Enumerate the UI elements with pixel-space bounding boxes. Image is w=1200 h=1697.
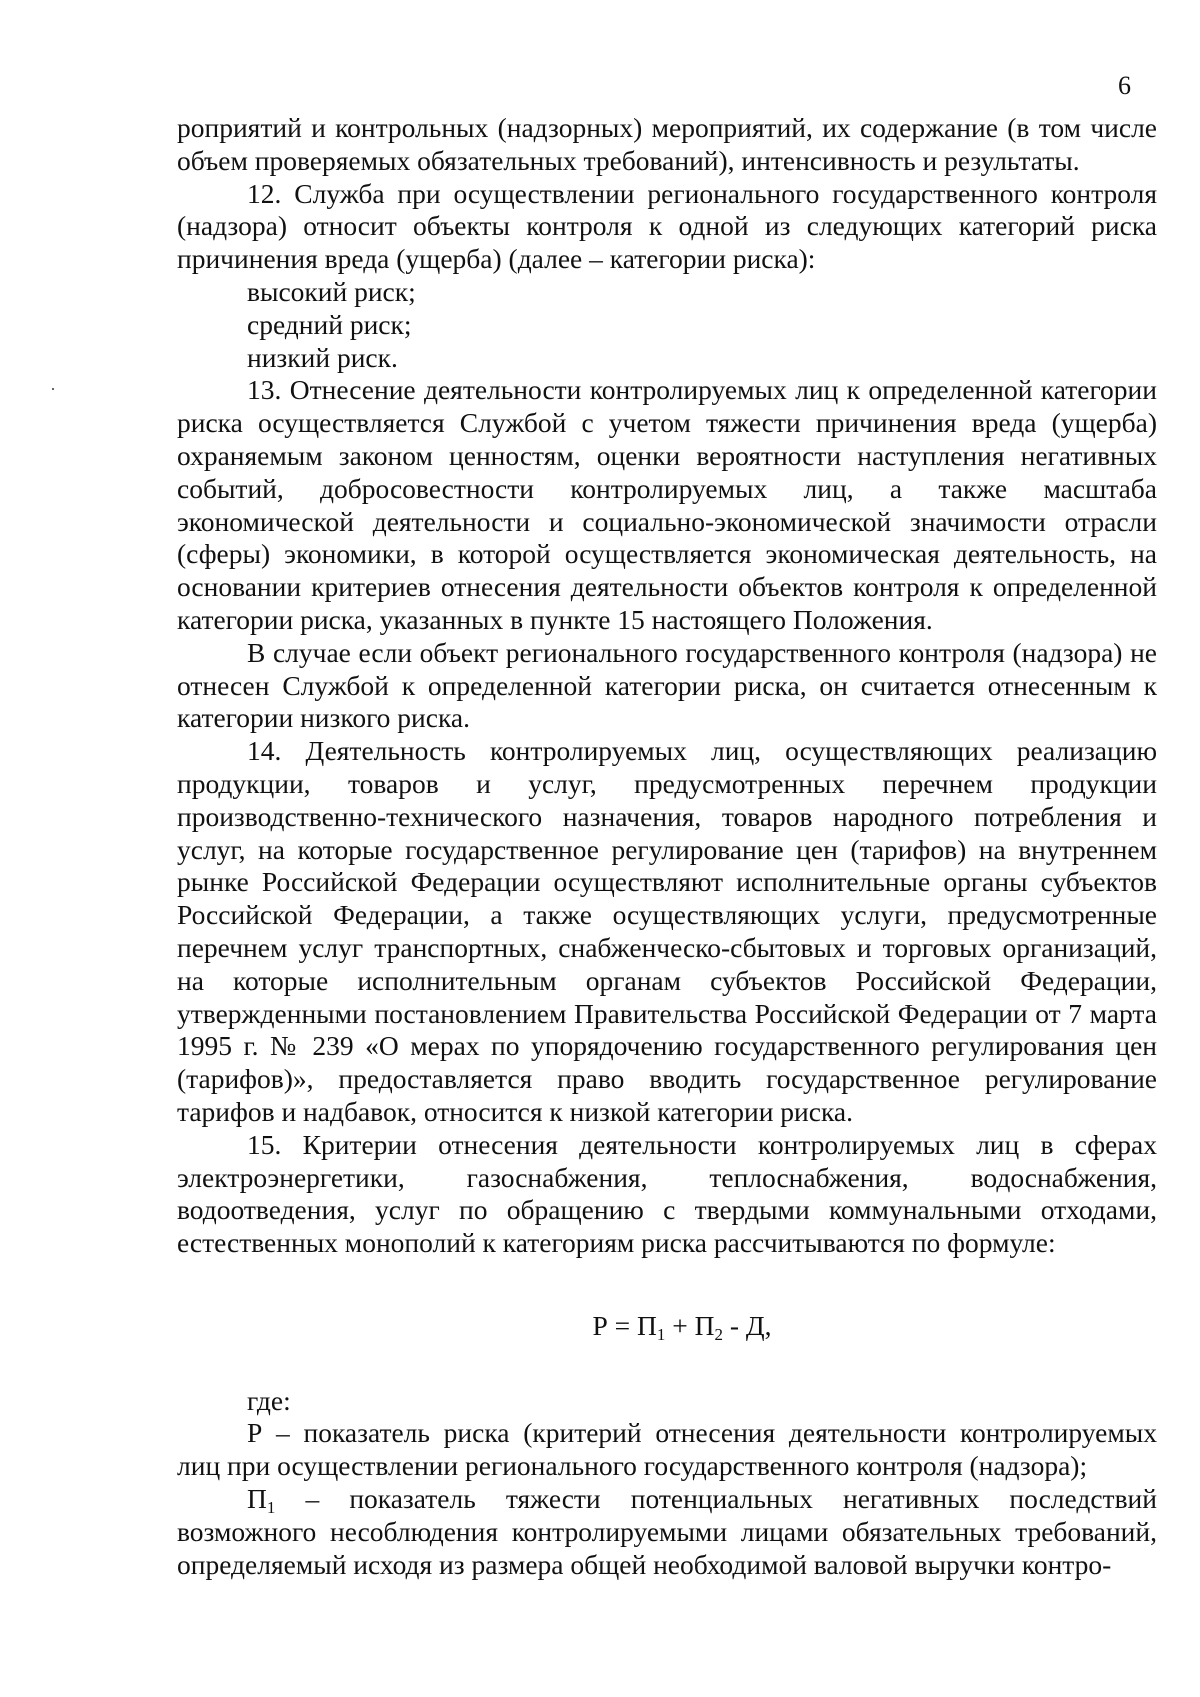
paragraph-14: 14. Деятельность контролируемых лиц, осуществляющих реализацию продукции, товаров и услуг, предусмотренных перечнем продукции производственно-технического назначения, товаров народного потребления и услуг, на которые государственное регулирование цен (тарифов) на внутреннем рынке Российской Федерации осуществляют исполнительные органы субъектов Российской Федерации, а также осуществляющих услуги, предусмотренные перечнем услуг транспортных, снабженческо-сбытовых и торговых организаций, на которые исполнительным органам субъектов Российской Федерации, утвержденными постановлением Правительства Российской Федерации от 7 марта 1995 г. № 239 «О мерах по упорядочению государственного регулирования цен (тарифов)», предоставляется право вводить государственное регулирование тарифов и надбавок, относится к низкой категории риска. — [177, 735, 1157, 1127]
paragraph-13: 13. Отнесение деятельности контролируемых лиц к определенной категории риска осуществляется Службой с учетом тяжести причинения вреда (ущерба) охраняемым законом ценностям, оценки вероятности наступления негативных событий, добросовестности контролируемых лиц, а также масштаба экономической деятельности и социально-экономической значимости отрасли (сферы) экономики, в которой осуществляется экономическая деятельность, на основании критериев отнесения деятельности объектов контроля к определенной категории риска, указанных в пункте 15 настоящего Положения. — [177, 374, 1157, 635]
body-text — [177, 112, 1157, 1581]
definition-p1-sub: 1 — [266, 1498, 276, 1518]
page-number: 6 — [1118, 71, 1131, 100]
paragraph-continuation: роприятий и контрольных (надзорных) мероприятий, их содержание (в том числе объем проверяемых обязательных требований), интенсивность и результаты. — [177, 112, 1157, 176]
paragraph-15: 15. Критерии отнесения деятельности контролируемых лиц в сферах электроэнергетики, газоснабжения, теплоснабжения, водоснабжения, водоотведения, услуг по обращению с твердыми коммунальными отходами, естественных монополий к категориям риска рассчитываются по формуле: — [177, 1128, 1157, 1259]
definition-p1-symbol: П — [247, 1483, 267, 1515]
where-label: где: — [247, 1384, 291, 1416]
risk-formula — [177, 1310, 1157, 1343]
formula-sub-2: 2 — [714, 1324, 723, 1344]
paragraph-13-note: В случае если объект регионального государственного контроля (надзора) не отнесен Службой к определенной категории риска, он считается отнесенным к категории низкого риска. — [177, 636, 1157, 734]
formula-sub-1: 1 — [656, 1324, 666, 1344]
formula-lhs: Р = П — [592, 1309, 657, 1341]
scan-speck — [52, 388, 54, 390]
formula-rhs: - Д, — [723, 1309, 772, 1341]
risk-high-item: высокий риск; — [247, 275, 416, 307]
paragraph-12: 12. Служба при осуществлении регионального государственного контроля (надзора) относит объекты контроля к одной из следующих категорий риска причинения вреда (ущерба) (далее – категории риска): — [177, 177, 1157, 275]
definition-r: Р – показатель риска (критерий отнесения деятельности контролируемых лиц при осуществлении регионального государственного контроля (надзора); — [177, 1417, 1157, 1482]
definition-p1 — [177, 1483, 1157, 1581]
risk-low-item: низкий риск. — [247, 341, 398, 373]
risk-medium-item: средний риск; — [247, 308, 412, 340]
definition-p1-text: – показатель тяжести потенциальных негативных последствий возможного несоблюдения контролируемыми лицами обязательных требований, определяемый исходя из размера общей необходимой валовой выручки контро- — [177, 1483, 1157, 1580]
formula-mid: + П — [665, 1309, 715, 1341]
